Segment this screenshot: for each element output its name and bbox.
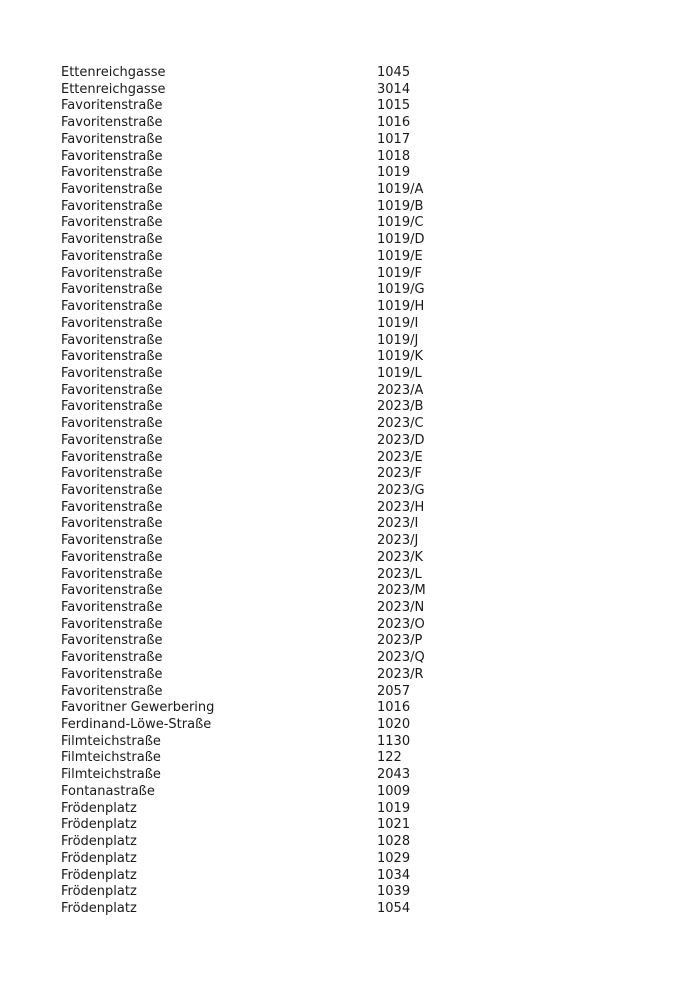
street-name: Favoritenstraße bbox=[61, 165, 163, 181]
house-number: 2023/A bbox=[377, 382, 424, 398]
street-name: Favoritenstraße bbox=[61, 416, 163, 432]
house-number: 1028 bbox=[377, 834, 411, 850]
street-name: Favoritenstraße bbox=[61, 449, 163, 465]
street-name: Favoritenstraße bbox=[61, 299, 163, 315]
house-number: 2023/J bbox=[377, 533, 419, 549]
house-number: 1029 bbox=[377, 850, 411, 866]
list-item bbox=[61, 199, 481, 216]
list-item bbox=[61, 901, 481, 918]
house-number: 1130 bbox=[377, 733, 411, 749]
house-number: 2057 bbox=[377, 683, 411, 699]
house-number: 1016 bbox=[377, 700, 411, 716]
house-number: 1019/D bbox=[377, 232, 425, 248]
street-name: Favoritenstraße bbox=[61, 198, 163, 214]
list-item bbox=[61, 266, 481, 283]
street-name: Favoritenstraße bbox=[61, 549, 163, 565]
house-number: 1019/I bbox=[377, 315, 419, 331]
house-number: 1019/G bbox=[377, 282, 425, 298]
list-item bbox=[61, 767, 481, 784]
house-number: 1039 bbox=[377, 884, 411, 900]
list-item bbox=[61, 249, 481, 266]
street-name: Favoritenstraße bbox=[61, 248, 163, 264]
street-name: Filmteichstraße bbox=[61, 767, 161, 783]
list-item bbox=[61, 65, 481, 82]
list-item bbox=[61, 466, 481, 483]
list-item bbox=[61, 851, 481, 868]
street-name: Filmteichstraße bbox=[61, 750, 161, 766]
street-name: Favoritenstraße bbox=[61, 633, 163, 649]
house-number: 2023/I bbox=[377, 516, 419, 532]
list-item bbox=[61, 149, 481, 166]
street-name: Favoritenstraße bbox=[61, 466, 163, 482]
street-name: Fontanastraße bbox=[61, 783, 155, 799]
house-number: 2023/K bbox=[377, 549, 423, 565]
street-name: Favoritenstraße bbox=[61, 349, 163, 365]
house-number: 1009 bbox=[377, 783, 411, 799]
street-name: Frödenplatz bbox=[61, 850, 137, 866]
street-name: Ettenreichgasse bbox=[61, 81, 166, 97]
house-number: 1019/A bbox=[377, 182, 424, 198]
list-item bbox=[61, 684, 481, 701]
house-number: 122 bbox=[377, 750, 402, 766]
street-name: Favoritenstraße bbox=[61, 115, 163, 131]
street-name: Frödenplatz bbox=[61, 867, 137, 883]
street-name: Favoritenstraße bbox=[61, 499, 163, 515]
list-item bbox=[61, 868, 481, 885]
street-name: Frödenplatz bbox=[61, 800, 137, 816]
list-item bbox=[61, 700, 481, 717]
list-item bbox=[61, 600, 481, 617]
house-number: 2023/B bbox=[377, 399, 424, 415]
street-name: Favoritenstraße bbox=[61, 265, 163, 281]
house-number: 1045 bbox=[377, 65, 411, 80]
house-number: 1019/F bbox=[377, 265, 422, 281]
list-item bbox=[61, 516, 481, 533]
list-item bbox=[61, 884, 481, 901]
house-number: 1019/K bbox=[377, 349, 423, 365]
street-name: Frödenplatz bbox=[61, 834, 137, 850]
house-number: 2023/H bbox=[377, 499, 425, 515]
list-item bbox=[61, 282, 481, 299]
house-number: 1019/B bbox=[377, 198, 424, 214]
house-number: 1019 bbox=[377, 800, 411, 816]
street-name: Favoritenstraße bbox=[61, 282, 163, 298]
list-item bbox=[61, 115, 481, 132]
list-item bbox=[61, 650, 481, 667]
house-number: 2023/E bbox=[377, 449, 423, 465]
list-item bbox=[61, 299, 481, 316]
street-name: Favoritenstraße bbox=[61, 616, 163, 632]
house-number: 1015 bbox=[377, 98, 411, 114]
house-number: 1019/L bbox=[377, 365, 422, 381]
list-item bbox=[61, 750, 481, 767]
address-list bbox=[61, 65, 481, 918]
list-item bbox=[61, 734, 481, 751]
list-item bbox=[61, 82, 481, 99]
house-number: 2023/R bbox=[377, 666, 424, 682]
list-item bbox=[61, 567, 481, 584]
street-name: Favoritenstraße bbox=[61, 332, 163, 348]
street-name: Favoritenstraße bbox=[61, 98, 163, 114]
street-name: Favoritenstraße bbox=[61, 650, 163, 666]
house-number: 1018 bbox=[377, 148, 411, 164]
house-number: 1020 bbox=[377, 717, 411, 733]
list-item bbox=[61, 316, 481, 333]
house-number: 2023/F bbox=[377, 466, 422, 482]
list-item bbox=[61, 333, 481, 350]
list-item bbox=[61, 550, 481, 567]
house-number: 1021 bbox=[377, 817, 411, 833]
list-item bbox=[61, 500, 481, 517]
list-item bbox=[61, 784, 481, 801]
list-item bbox=[61, 98, 481, 115]
street-name: Filmteichstraße bbox=[61, 733, 161, 749]
house-number: 1019 bbox=[377, 165, 411, 181]
house-number: 1016 bbox=[377, 115, 411, 131]
street-name: Favoritenstraße bbox=[61, 666, 163, 682]
street-name: Favoritenstraße bbox=[61, 516, 163, 532]
street-name: Favoritenstraße bbox=[61, 182, 163, 198]
list-item bbox=[61, 801, 481, 818]
list-item bbox=[61, 215, 481, 232]
house-number: 1019/C bbox=[377, 215, 424, 231]
house-number: 1019/J bbox=[377, 332, 419, 348]
list-item bbox=[61, 817, 481, 834]
street-name: Favoritenstraße bbox=[61, 315, 163, 331]
list-item bbox=[61, 834, 481, 851]
street-name: Frödenplatz bbox=[61, 900, 137, 916]
street-name: Favoritenstraße bbox=[61, 583, 163, 599]
street-name: Favoritenstraße bbox=[61, 232, 163, 248]
street-name: Ettenreichgasse bbox=[61, 65, 166, 80]
list-item bbox=[61, 182, 481, 199]
street-name: Favoritenstraße bbox=[61, 683, 163, 699]
street-name: Favoritenstraße bbox=[61, 600, 163, 615]
house-number: 2023/L bbox=[377, 566, 422, 582]
house-number: 2023/Q bbox=[377, 650, 425, 666]
list-item bbox=[61, 232, 481, 249]
house-number: 2023/N bbox=[377, 600, 425, 615]
house-number: 2023/O bbox=[377, 616, 425, 632]
list-item bbox=[61, 717, 481, 734]
street-name: Ferdinand-Löwe-Straße bbox=[61, 717, 212, 733]
list-item bbox=[61, 483, 481, 500]
list-item bbox=[61, 617, 481, 634]
house-number: 1034 bbox=[377, 867, 411, 883]
house-number: 2023/M bbox=[377, 583, 426, 599]
street-name: Favoritenstraße bbox=[61, 382, 163, 398]
house-number: 3014 bbox=[377, 81, 411, 97]
house-number: 2023/D bbox=[377, 432, 425, 448]
list-item bbox=[61, 399, 481, 416]
street-name: Frödenplatz bbox=[61, 817, 137, 833]
street-name: Favoritenstraße bbox=[61, 533, 163, 549]
street-name: Favoritenstraße bbox=[61, 215, 163, 231]
street-name: Favoritenstraße bbox=[61, 131, 163, 147]
list-item bbox=[61, 583, 481, 600]
list-item bbox=[61, 533, 481, 550]
street-name: Favoritenstraße bbox=[61, 482, 163, 498]
list-item bbox=[61, 633, 481, 650]
list-item bbox=[61, 349, 481, 366]
list-item bbox=[61, 366, 481, 383]
house-number: 2023/C bbox=[377, 416, 424, 432]
street-name: Frödenplatz bbox=[61, 884, 137, 900]
list-item bbox=[61, 132, 481, 149]
house-number: 2023/P bbox=[377, 633, 423, 649]
house-number: 1017 bbox=[377, 131, 411, 147]
list-item bbox=[61, 433, 481, 450]
house-number: 1019/E bbox=[377, 248, 423, 264]
street-name: Favoritenstraße bbox=[61, 566, 163, 582]
street-name: Favoritner Gewerbering bbox=[61, 700, 215, 716]
house-number: 2023/G bbox=[377, 482, 425, 498]
house-number: 1054 bbox=[377, 900, 411, 916]
list-item bbox=[61, 667, 481, 684]
list-item bbox=[61, 165, 481, 182]
list-item bbox=[61, 383, 481, 400]
street-name: Favoritenstraße bbox=[61, 148, 163, 164]
house-number: 1019/H bbox=[377, 299, 425, 315]
street-name: Favoritenstraße bbox=[61, 399, 163, 415]
street-name: Favoritenstraße bbox=[61, 432, 163, 448]
list-item bbox=[61, 450, 481, 467]
house-number: 2043 bbox=[377, 767, 411, 783]
list-item bbox=[61, 416, 481, 433]
street-name: Favoritenstraße bbox=[61, 365, 163, 381]
